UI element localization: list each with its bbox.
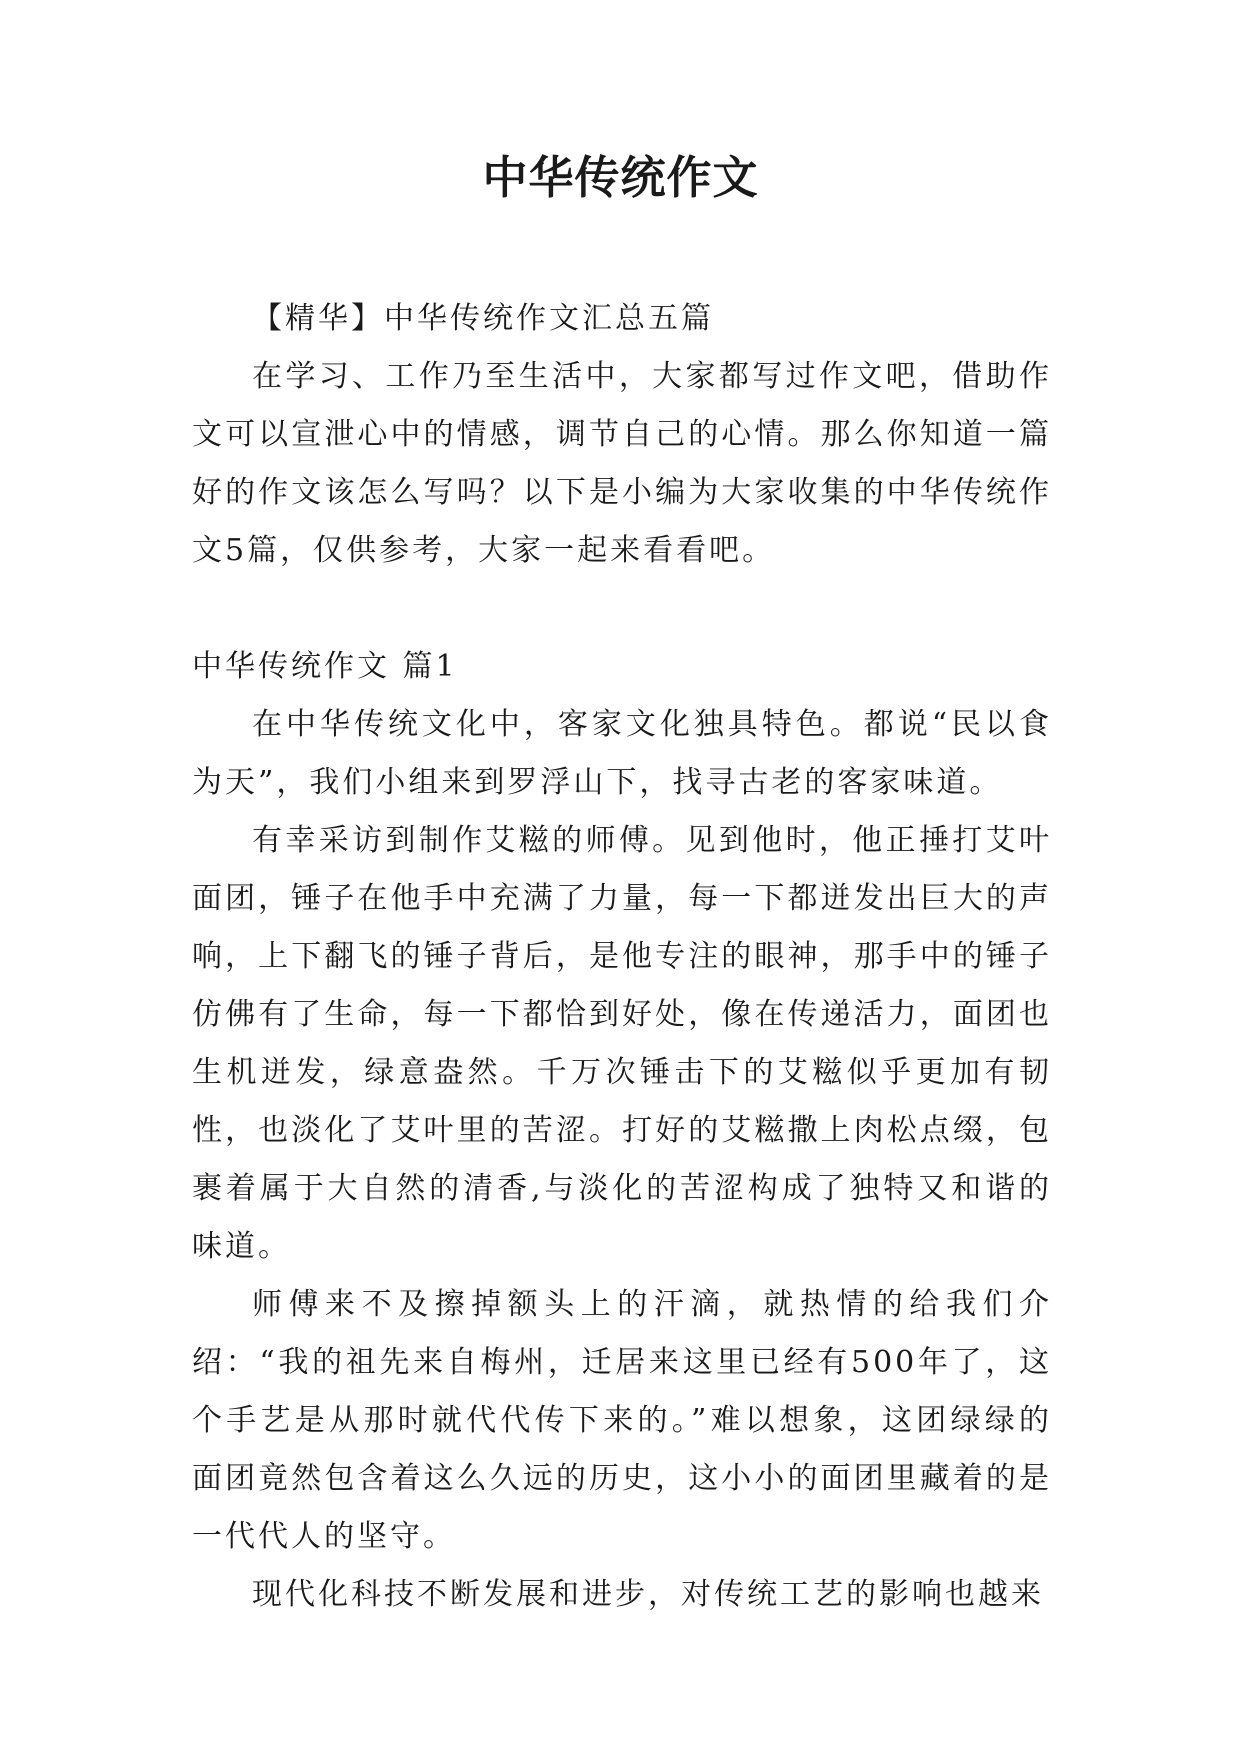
paragraph-2: 有幸采访到制作艾糍的师傅。见到他时，他正捶打艾叶面团，锤子在他手中充满了力量，每一下都迸发出巨大的声响，上下翻飞的锤子背后，是他专注的眼神，那手中的锤子仿佛有了生命，每一下都恰到好处，像在传递活力，面团也生机迸发，绿意盎然。千万次锤击下的艾糍似乎更加有韧性，也淡化了艾叶里的苦涩。打好的艾糍撒上肉松点缀，包裹着属于大自然的清香,与淡化的苦涩构成了独特又和谐的味道。 (192, 823, 1052, 1264)
intro-paragraph: 在学习、工作乃至生活中，大家都写过作文吧，借助作文可以宣泄心中的情感，调节自己的心情。那么你知道一篇好的作文该怎么写吗？以下是小编为大家收集的中华传统作文5篇，仅供参考，大家一起来看看吧。 (192, 359, 1052, 568)
section-heading: 中华传统作文 篇1 (192, 649, 458, 684)
document-title: 中华传统作文 (482, 151, 759, 204)
document-body (192, 290, 1052, 1624)
spacer (192, 580, 1052, 638)
paragraph-3: 师傅来不及擦掉额头上的汗滴，就热情的给我们介绍：“我的祖先来自梅州，迁居来这里已经有500年了，这个手艺是从那时就代代传下来的。”难以想象，这团绿绿的面团竟然包含着这么久远的历史，这小小的面团里藏着的是一代代人的坚守。 (192, 1287, 1052, 1554)
paragraph-1: 在中华传统文化中，客家文化独具特色。都说“民以食为天”，我们小组来到罗浮山下，找寻古老的客家味道。 (192, 707, 1052, 800)
subtitle: 【精华】中华传统作文汇总五篇 (252, 301, 714, 336)
paragraph-4: 现代化科技不断发展和进步，对传统工艺的影响也越来 (252, 1577, 1044, 1612)
